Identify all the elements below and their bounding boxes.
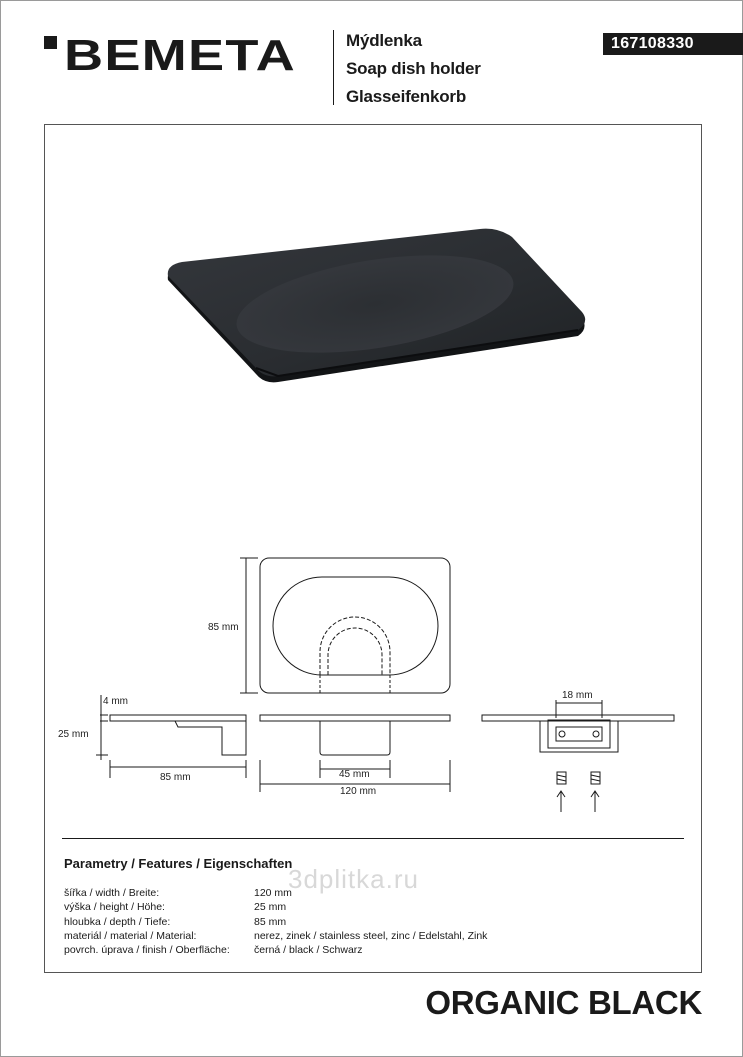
- screw-right-icon: [591, 772, 600, 784]
- table-row: povrch. úprava / finish / Oberfläche: černá / black / Schwarz: [64, 944, 363, 957]
- features-divider: [62, 838, 684, 839]
- product-name-cz: Mýdlenka: [346, 31, 422, 50]
- dim-side-depth: 85 mm: [160, 772, 191, 783]
- top-view-dish: [273, 577, 438, 675]
- side-view-plate: [110, 715, 246, 721]
- front-view-plate: [260, 715, 450, 721]
- top-view-outline: [260, 558, 450, 693]
- watermark: 3dplitka.ru: [288, 864, 419, 894]
- dim-height: 25 mm: [58, 729, 89, 740]
- product-names: [346, 27, 481, 111]
- table-row: hloubka / depth / Tiefe: 85 mm: [64, 915, 287, 928]
- series-name: ORGANIC BLACK: [425, 984, 702, 1021]
- logo-square-icon: [44, 36, 57, 49]
- product-name-en: Soap dish holder: [346, 59, 481, 78]
- table-row: výška / height / Höhe: 25 mm: [64, 901, 287, 914]
- product-code-badge: 167108330: [603, 33, 743, 55]
- dim-depth-top: 85 mm: [208, 622, 239, 633]
- table-row: šířka / width / Breite: 120 mm: [64, 887, 292, 899]
- screw-left-icon: [557, 772, 566, 784]
- features-table: [64, 886, 487, 957]
- table-row: materiál / material / Material: nerez, zinek / stainless steel, zinc / Edelstahl, Zink: [64, 929, 488, 942]
- dim-bracket: 45 mm: [339, 769, 370, 780]
- brand-logo: [44, 28, 299, 78]
- header-separator: [333, 30, 334, 105]
- dim-mount: 18 mm: [562, 690, 593, 701]
- features-title: Parametry / Features / Eigenschaften: [64, 856, 293, 871]
- dim-width: 120 mm: [340, 786, 377, 797]
- product-name-de: Glasseifenkorb: [346, 87, 467, 106]
- dim-top-thickness: 4 mm: [103, 696, 128, 707]
- product-photo: [160, 220, 600, 400]
- logo-text: BEMETA: [64, 31, 296, 78]
- mount-bracket: [548, 720, 610, 748]
- technical-drawing: [0, 540, 743, 830]
